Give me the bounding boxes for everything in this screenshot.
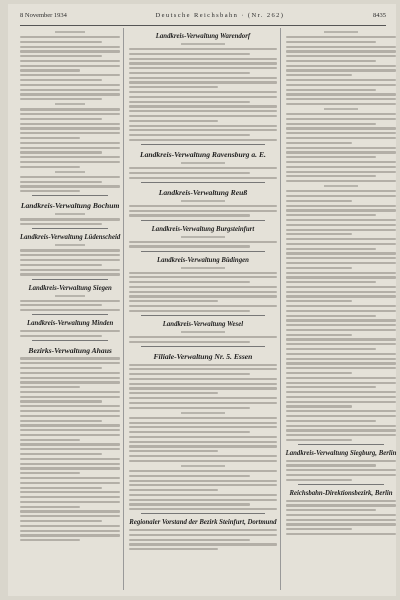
page-header (20, 12, 386, 24)
section-heading: Landkreis-Verwaltung Ravensburg a. E. (139, 150, 266, 160)
header-rule (20, 25, 386, 26)
section-heading: Landkreis-Verwaltung Büdingen (156, 256, 249, 264)
section-heading: Landkreis-Verwaltung Wesel (162, 320, 244, 328)
section-heading: Landkreis-Verwaltung Minden (26, 320, 114, 328)
section-heading: Regionaler Vorstand der Bezirk Steinfurt, Dortmund (129, 519, 277, 527)
section-heading: Landkreis-Verwaltung Bochum (20, 201, 120, 211)
header-page-number: 8435 (372, 12, 386, 19)
column-left (20, 28, 124, 590)
header-date: 8 November 1934 (20, 12, 67, 19)
header-title: Deutsche Reichsbahn · (Nr. 262) (155, 12, 285, 19)
column-middle (129, 28, 280, 590)
section-heading: Landkreis-Verwaltung Siegburg, Berlin (285, 450, 397, 458)
section-heading: Reichsbahn-Direktionsbezirk, Berlin (289, 489, 393, 497)
column-right (286, 28, 400, 590)
section-heading: Landkreis-Verwaltung Warendorf (155, 33, 251, 40)
section-heading: Landkreis-Verwaltung Lüdenscheid (20, 234, 121, 242)
section-heading: Filiale-Verwaltung Nr. 5. Essen (153, 351, 253, 361)
newspaper-page (8, 4, 396, 596)
section-heading: Landkreis-Verwaltung Reuß (158, 187, 248, 197)
columns (20, 28, 397, 590)
section-heading: Bezirks-Verwaltung Ahaus (28, 345, 112, 355)
section-heading: Landkreis-Verwaltung Burgsteinfurt (151, 225, 255, 233)
section-heading: Landkreis-Verwaltung Siegen (28, 284, 112, 292)
